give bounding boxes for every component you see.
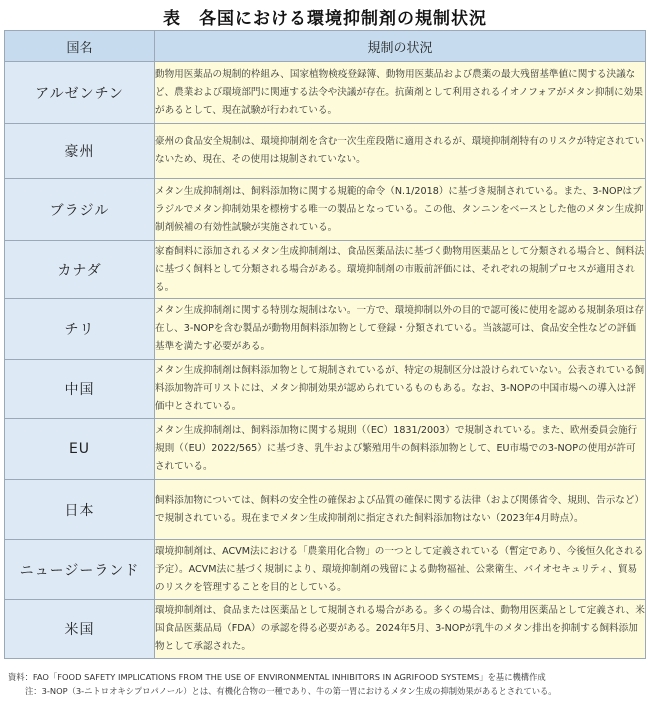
table-row: [5, 299, 646, 360]
regulation-text-cell: 環境抑制剤は、ACVM法における「農業用化合物」の一つとして定義されている（暫定であり、今後恒久化される予定）。ACVM法に基づく規制により、環境抑制剤の残留による動物福祉、公衆衛生、バイオセキュリティ、貿易のリスクを管理することを目的としている。: [155, 540, 646, 600]
country-cell: 米国: [5, 600, 155, 659]
regulation-text-cell: メタン生成抑制剤は飼料添加物として規制されているが、特定の規制区分は設けられていない。公表されている飼料添加物許可リストには、メタン抑制効果が認められているものもある。なお、3-NOPの中国市場への導入は評価中とされている。: [155, 360, 646, 419]
table-row: [5, 600, 646, 659]
regulation-text-cell: メタン生成抑制剤は、飼料添加物に関する規則（（EC）1831/2003）で規制されている。また、欧州委員会施行規則（（EU）2022/565）に基づき、乳牛および繁殖用牛の飼料添加物として、EU市場での3-NOPの使用が許可されている。: [155, 419, 646, 480]
table-row: [5, 179, 646, 241]
table-title: 表 各国における環境抑制剤の規制状況: [163, 9, 487, 29]
regulation-text-cell: 家畜飼料に添加されるメタン生成抑制剤は、食品医薬品法に基づく動物用医薬品として分類される場合と、飼料法に基づく飼料として分類される場合がある。環境抑制剤の市販前評価には、それぞれの規制プロセスが適用される。: [155, 241, 646, 299]
country-cell: アルゼンチン: [5, 62, 155, 124]
country-cell: 豪州: [5, 124, 155, 179]
header-country: 国名: [5, 31, 155, 62]
regulation-text-cell: 動物用医薬品の規制的枠組み、国家植物検疫登録簿、動物用医薬品および農薬の最大残留基準値に関する決議など、農業および環境部門に関連する法令や決議が存在。抗菌剤として利用されるイオノフォアがメタン抑制に効果があるとして、現在試験が行われている。: [155, 62, 646, 124]
regulation-text-cell: 豪州の食品安全規制は、環境抑制剤を含む一次生産段階に適用されるが、環境抑制剤特有のリスクが特定されていないため、現在、その使用は規制されていない。: [155, 124, 646, 179]
country-cell: EU: [5, 419, 155, 480]
table-row: [5, 540, 646, 600]
regulation-text-cell: メタン生成抑制剤は、飼料添加物に関する規範的命令（N.1/2018）に基づき規制されている。また、3-NOPはブラジルでメタン抑制効果を標榜する唯一の製品となっている。この他、タンニンをベースとした他のメタン生成抑制剤候補の有効性試験が実施されている。: [155, 179, 646, 241]
country-cell: ニュージーランド: [5, 540, 155, 600]
table-header-row: [5, 31, 646, 62]
table-row: [5, 419, 646, 480]
table-row: [5, 62, 646, 124]
regulation-text-cell: 環境抑制剤は、食品または医薬品として規制される場合がある。多くの場合は、動物用医薬品として定義され、米国食品医薬品局（FDA）の承認を得る必要がある。2024年5月、3-NOPが乳牛のメタン排出を抑制する飼料添加物として承認された。: [155, 600, 646, 659]
table-notes: [8, 670, 648, 698]
country-cell: カナダ: [5, 241, 155, 299]
footnote: 注：3-NOP（3-ニトロオキシプロパノール）とは、有機化合物の一種であり、牛の第一胃におけるメタン生成の抑制効果があるとされている。: [25, 686, 557, 696]
header-status: 規制の状況: [155, 31, 646, 62]
source-note: 資料：FAO「FOOD SAFETY IMPLICATIONS FROM THE USE OF ENVIRONMENTAL INHIBITORS IN AGRIFOOD SYSTEMS」を基に機構作成: [8, 672, 546, 682]
regulation-text-cell: 飼料添加物については、飼料の安全性の確保および品質の確保に関する法律（および関係省令、規則、告示など）で規制されている。現在までメタン生成抑制剤に指定された飼料添加物はない（2023年4月時点）。: [155, 480, 646, 540]
country-cell: 日本: [5, 480, 155, 540]
regulation-table: [4, 30, 646, 659]
country-cell: チリ: [5, 299, 155, 360]
table-row: [5, 480, 646, 540]
country-cell: ブラジル: [5, 179, 155, 241]
table-row: [5, 360, 646, 419]
regulation-text-cell: メタン生成抑制剤に関する特別な規制はない。一方で、環境抑制以外の目的で認可後に使用を認める規制条項は存在し、3-NOPを含む製品が動物用飼料添加物として登録・分類されている。当該認可は、食品安全性などの評価基準を満たす必要がある。: [155, 299, 646, 360]
country-cell: 中国: [5, 360, 155, 419]
table-row: [5, 241, 646, 299]
table-row: [5, 124, 646, 179]
